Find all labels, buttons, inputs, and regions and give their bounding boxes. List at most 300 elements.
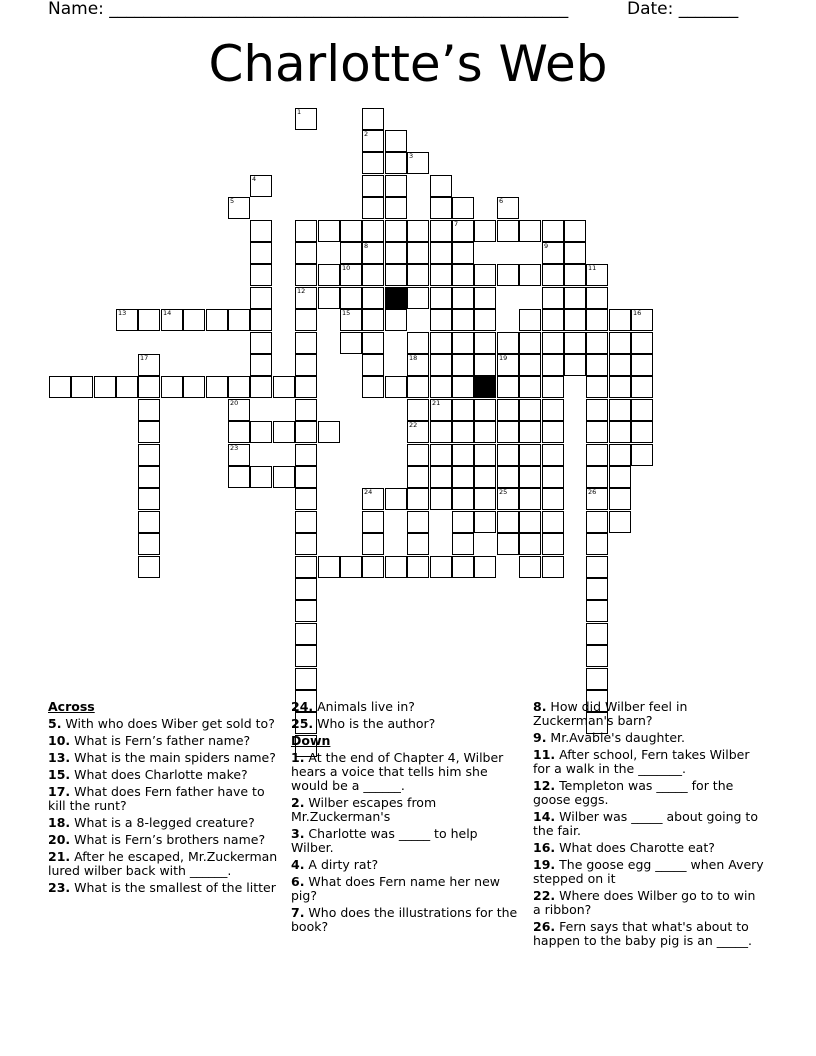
grid-cell[interactable] — [631, 332, 653, 354]
grid-cell[interactable] — [407, 220, 429, 242]
grid-cell[interactable] — [295, 354, 317, 376]
grid-cell[interactable] — [609, 466, 631, 488]
clue-item-number: 7. — [291, 905, 305, 920]
clue-number: 23 — [230, 444, 239, 452]
black-square — [474, 376, 496, 398]
grid-cell[interactable] — [430, 421, 452, 443]
grid-cell[interactable] — [564, 332, 586, 354]
grid-cell[interactable] — [519, 376, 541, 398]
grid-cell[interactable] — [452, 466, 474, 488]
grid-cell[interactable] — [138, 421, 160, 443]
grid-cell[interactable] — [228, 309, 250, 331]
grid-cell[interactable] — [228, 376, 250, 398]
grid-cell[interactable] — [407, 421, 429, 443]
grid-cell[interactable] — [474, 466, 496, 488]
grid-cell[interactable] — [519, 220, 541, 242]
grid-cell[interactable] — [250, 220, 272, 242]
grid-cell[interactable] — [474, 287, 496, 309]
grid-cell[interactable] — [407, 264, 429, 286]
grid-cell[interactable] — [385, 220, 407, 242]
grid-cell[interactable] — [519, 488, 541, 510]
grid-cell[interactable] — [116, 309, 138, 331]
grid-cell[interactable] — [631, 421, 653, 443]
grid-cell[interactable] — [430, 376, 452, 398]
grid-cell[interactable] — [430, 197, 452, 219]
grid-cell[interactable] — [273, 421, 295, 443]
grid-cell[interactable] — [407, 511, 429, 533]
grid-cell[interactable] — [542, 376, 564, 398]
grid-cell[interactable] — [474, 556, 496, 578]
grid-cell[interactable] — [452, 511, 474, 533]
grid-cell[interactable] — [318, 287, 340, 309]
clue-item-text: Templeton was _____ for the goose eggs. — [533, 778, 734, 807]
grid-cell[interactable] — [362, 511, 384, 533]
grid-cell[interactable] — [497, 421, 519, 443]
grid-cell[interactable] — [161, 376, 183, 398]
grid-cell[interactable] — [295, 264, 317, 286]
grid-cell[interactable] — [430, 488, 452, 510]
grid-cell[interactable] — [609, 376, 631, 398]
grid-cell[interactable] — [228, 466, 250, 488]
grid-cell[interactable] — [138, 533, 160, 555]
grid-cell[interactable] — [362, 309, 384, 331]
grid-cell[interactable] — [94, 376, 116, 398]
grid-cell[interactable] — [138, 466, 160, 488]
grid-cell[interactable] — [586, 511, 608, 533]
clue-number: 16 — [633, 309, 642, 317]
grid-cell[interactable] — [452, 242, 474, 264]
grid-cell[interactable] — [250, 376, 272, 398]
grid-cell[interactable] — [362, 488, 384, 510]
grid-cell[interactable] — [138, 511, 160, 533]
clue-item — [533, 731, 765, 745]
across-clue-list-continued — [291, 700, 523, 731]
grid-cell[interactable] — [138, 354, 160, 376]
clue-item-text: Who is the author? — [313, 716, 436, 731]
grid-cell[interactable] — [295, 556, 317, 578]
grid-cell[interactable] — [295, 444, 317, 466]
grid-cell[interactable] — [362, 354, 384, 376]
grid-cell[interactable] — [609, 488, 631, 510]
grid-cell[interactable] — [519, 354, 541, 376]
grid-cell[interactable] — [452, 332, 474, 354]
grid-cell[interactable] — [519, 421, 541, 443]
clue-number: 4 — [252, 175, 257, 183]
grid-cell[interactable] — [497, 399, 519, 421]
grid-cell[interactable] — [362, 242, 384, 264]
grid-cell[interactable] — [586, 533, 608, 555]
grid-cell[interactable] — [586, 444, 608, 466]
grid-cell[interactable] — [542, 220, 564, 242]
grid-cell[interactable] — [430, 332, 452, 354]
grid-cell[interactable] — [474, 444, 496, 466]
grid-cell[interactable] — [385, 197, 407, 219]
clue-number: 12 — [297, 287, 306, 295]
grid-cell[interactable] — [385, 130, 407, 152]
clue-item-text: Fern says that what's about to happen to the baby pig is an _____. — [533, 919, 753, 948]
grid-cell[interactable] — [407, 287, 429, 309]
grid-cell[interactable] — [385, 309, 407, 331]
grid-cell[interactable] — [452, 533, 474, 555]
grid-cell[interactable] — [295, 399, 317, 421]
grid-cell[interactable] — [362, 197, 384, 219]
grid-cell[interactable] — [542, 309, 564, 331]
grid-cell[interactable] — [407, 399, 429, 421]
clue-item-text: Wilber was _____ about going to the fair. — [533, 809, 758, 838]
grid-cell[interactable] — [452, 421, 474, 443]
grid-cell[interactable] — [295, 332, 317, 354]
grid-cell[interactable] — [407, 242, 429, 264]
grid-cell[interactable] — [586, 287, 608, 309]
grid-cell[interactable] — [116, 376, 138, 398]
grid-cell[interactable] — [609, 511, 631, 533]
grid-cell[interactable] — [452, 264, 474, 286]
grid-cell[interactable] — [542, 556, 564, 578]
grid-cell[interactable] — [542, 242, 564, 264]
grid-cell[interactable] — [497, 511, 519, 533]
grid-cell[interactable] — [497, 197, 519, 219]
clue-item — [48, 816, 280, 830]
down-clue-list-continued — [533, 700, 765, 948]
grid-cell[interactable] — [295, 309, 317, 331]
grid-cell[interactable] — [497, 354, 519, 376]
grid-cell[interactable] — [250, 309, 272, 331]
grid-cell[interactable] — [362, 175, 384, 197]
clue-number: 24 — [364, 488, 373, 496]
grid-cell[interactable] — [452, 399, 474, 421]
clue-item — [291, 827, 523, 855]
grid-cell[interactable] — [430, 242, 452, 264]
grid-cell[interactable] — [452, 488, 474, 510]
clue-item — [48, 850, 280, 878]
grid-cell[interactable] — [295, 220, 317, 242]
clues-column-3 — [533, 700, 765, 951]
grid-cell[interactable] — [138, 376, 160, 398]
grid-cell[interactable] — [452, 354, 474, 376]
grid-cell[interactable] — [295, 376, 317, 398]
grid-cell[interactable] — [340, 332, 362, 354]
clue-item-number: 16. — [533, 840, 556, 855]
grid-cell[interactable] — [542, 421, 564, 443]
page-title: Charlotte’s Web — [208, 35, 608, 93]
grid-cell[interactable] — [564, 287, 586, 309]
clue-number: 22 — [409, 421, 418, 429]
grid-cell[interactable] — [564, 264, 586, 286]
clue-number: 1 — [297, 108, 302, 116]
grid-cell[interactable] — [138, 399, 160, 421]
grid-cell[interactable] — [430, 466, 452, 488]
grid-cell[interactable] — [138, 488, 160, 510]
grid-cell[interactable] — [542, 354, 564, 376]
grid-cell[interactable] — [497, 264, 519, 286]
grid-cell[interactable] — [385, 488, 407, 510]
grid-cell[interactable] — [250, 354, 272, 376]
grid-cell[interactable] — [362, 556, 384, 578]
across-clue-list — [48, 717, 280, 895]
grid-cell[interactable] — [250, 332, 272, 354]
grid-cell[interactable] — [407, 488, 429, 510]
grid-cell[interactable] — [407, 376, 429, 398]
grid-cell[interactable] — [430, 220, 452, 242]
clue-item-number: 15. — [48, 767, 71, 782]
grid-cell[interactable] — [362, 220, 384, 242]
grid-cell[interactable] — [519, 332, 541, 354]
clue-item — [533, 779, 765, 807]
grid-cell[interactable] — [452, 376, 474, 398]
grid-cell[interactable] — [474, 399, 496, 421]
grid-cell[interactable] — [407, 466, 429, 488]
grid-cell[interactable] — [452, 287, 474, 309]
grid-cell[interactable] — [362, 287, 384, 309]
grid-cell[interactable] — [385, 264, 407, 286]
grid-cell[interactable] — [542, 287, 564, 309]
clue-item-text: What is the main spiders name? — [70, 750, 276, 765]
grid-cell[interactable] — [586, 556, 608, 578]
grid-cell[interactable] — [474, 421, 496, 443]
grid-cell[interactable] — [228, 421, 250, 443]
grid-cell[interactable] — [497, 220, 519, 242]
grid-cell[interactable] — [362, 130, 384, 152]
clue-item-number: 14. — [533, 809, 556, 824]
clue-item — [48, 751, 280, 765]
grid-cell[interactable] — [228, 197, 250, 219]
grid-cell[interactable] — [586, 578, 608, 600]
grid-cell[interactable] — [71, 376, 93, 398]
grid-cell[interactable] — [318, 264, 340, 286]
grid-cell[interactable] — [564, 242, 586, 264]
grid-cell[interactable] — [250, 264, 272, 286]
grid-cell[interactable] — [586, 645, 608, 667]
grid-cell[interactable] — [295, 488, 317, 510]
clue-number: 19 — [499, 354, 508, 362]
grid-cell[interactable] — [183, 309, 205, 331]
grid-cell[interactable] — [564, 309, 586, 331]
grid-cell[interactable] — [318, 556, 340, 578]
grid-cell[interactable] — [631, 399, 653, 421]
grid-cell[interactable] — [340, 287, 362, 309]
grid-cell[interactable] — [362, 108, 384, 130]
grid-cell[interactable] — [519, 466, 541, 488]
grid-cell[interactable] — [295, 623, 317, 645]
grid-cell[interactable] — [250, 287, 272, 309]
grid-cell[interactable] — [452, 197, 474, 219]
grid-cell[interactable] — [452, 309, 474, 331]
grid-cell[interactable] — [519, 511, 541, 533]
grid-cell[interactable] — [631, 444, 653, 466]
grid-cell[interactable] — [542, 444, 564, 466]
grid-cell[interactable] — [497, 488, 519, 510]
grid-cell[interactable] — [362, 264, 384, 286]
grid-cell[interactable] — [206, 309, 228, 331]
grid-cell[interactable] — [586, 309, 608, 331]
grid-cell[interactable] — [295, 466, 317, 488]
grid-cell[interactable] — [519, 533, 541, 555]
grid-cell[interactable] — [452, 444, 474, 466]
grid-cell[interactable] — [586, 332, 608, 354]
grid-cell[interactable] — [161, 309, 183, 331]
clue-item — [533, 889, 765, 917]
grid-cell[interactable] — [340, 242, 362, 264]
grid-cell[interactable] — [609, 444, 631, 466]
clue-number: 7 — [454, 220, 459, 228]
clue-item-text: What does Fern name her new pig? — [291, 874, 500, 903]
grid-cell[interactable] — [452, 220, 474, 242]
grid-cell[interactable] — [564, 220, 586, 242]
grid-cell[interactable] — [430, 399, 452, 421]
grid-cell[interactable] — [430, 556, 452, 578]
clue-item-text: At the end of Chapter 4, Wilber hears a voice that tells him she would be a ______. — [291, 750, 504, 793]
grid-cell[interactable] — [474, 332, 496, 354]
grid-cell[interactable] — [250, 242, 272, 264]
grid-cell[interactable] — [430, 175, 452, 197]
grid-cell[interactable] — [430, 309, 452, 331]
grid-cell[interactable] — [295, 600, 317, 622]
grid-cell[interactable] — [206, 376, 228, 398]
grid-cell[interactable] — [452, 556, 474, 578]
grid-cell[interactable] — [542, 511, 564, 533]
grid-cell[interactable] — [385, 376, 407, 398]
clue-item-number: 19. — [533, 857, 556, 872]
grid-cell[interactable] — [586, 488, 608, 510]
grid-cell[interactable] — [250, 466, 272, 488]
grid-cell[interactable] — [385, 175, 407, 197]
grid-cell[interactable] — [519, 264, 541, 286]
grid-cell[interactable] — [407, 152, 429, 174]
grid-cell[interactable] — [542, 399, 564, 421]
grid-cell[interactable] — [609, 309, 631, 331]
grid-cell[interactable] — [385, 152, 407, 174]
grid-cell[interactable] — [295, 668, 317, 690]
grid-cell[interactable] — [340, 309, 362, 331]
grid-cell[interactable] — [586, 399, 608, 421]
grid-cell[interactable] — [295, 511, 317, 533]
clue-item-number: 2. — [291, 795, 305, 810]
grid-cell[interactable] — [250, 421, 272, 443]
grid-cell[interactable] — [362, 376, 384, 398]
grid-cell[interactable] — [250, 175, 272, 197]
grid-cell[interactable] — [273, 466, 295, 488]
grid-cell[interactable] — [362, 533, 384, 555]
grid-cell[interactable] — [49, 376, 71, 398]
grid-cell[interactable] — [609, 332, 631, 354]
grid-cell[interactable] — [295, 242, 317, 264]
clue-item-number: 9. — [533, 730, 547, 745]
grid-cell[interactable] — [631, 376, 653, 398]
grid-cell[interactable] — [340, 556, 362, 578]
grid-cell[interactable] — [519, 399, 541, 421]
grid-cell[interactable] — [542, 533, 564, 555]
grid-cell[interactable] — [295, 287, 317, 309]
grid-cell[interactable] — [340, 264, 362, 286]
grid-cell[interactable] — [519, 444, 541, 466]
grid-cell[interactable] — [542, 488, 564, 510]
grid-cell[interactable] — [474, 309, 496, 331]
grid-cell[interactable] — [609, 399, 631, 421]
clue-item-text: What is Fern’s father name? — [70, 733, 251, 748]
grid-cell[interactable] — [497, 466, 519, 488]
grid-cell[interactable] — [295, 108, 317, 130]
grid-cell[interactable] — [497, 444, 519, 466]
grid-cell[interactable] — [497, 376, 519, 398]
grid-cell[interactable] — [497, 332, 519, 354]
date-field-label: Date: _______ — [627, 0, 739, 19]
clue-item-number: 17. — [48, 784, 71, 799]
grid-cell[interactable] — [407, 556, 429, 578]
clue-item — [48, 785, 280, 813]
grid-cell[interactable] — [318, 220, 340, 242]
grid-cell[interactable] — [318, 421, 340, 443]
clue-item-number: 20. — [48, 832, 71, 847]
grid-cell[interactable] — [407, 444, 429, 466]
grid-cell[interactable] — [586, 623, 608, 645]
grid-cell[interactable] — [586, 354, 608, 376]
grid-cell[interactable] — [295, 578, 317, 600]
clue-item-text: How did Wilber feel in Zuckerman's barn? — [533, 699, 688, 728]
grid-cell[interactable] — [564, 354, 586, 376]
grid-cell[interactable] — [474, 354, 496, 376]
grid-cell[interactable] — [430, 444, 452, 466]
grid-cell[interactable] — [586, 421, 608, 443]
grid-cell[interactable] — [407, 533, 429, 555]
grid-cell[interactable] — [362, 332, 384, 354]
grid-cell[interactable] — [385, 556, 407, 578]
grid-cell[interactable] — [609, 421, 631, 443]
grid-cell[interactable] — [497, 533, 519, 555]
grid-cell[interactable] — [609, 354, 631, 376]
grid-cell[interactable] — [295, 645, 317, 667]
grid-cell[interactable] — [295, 421, 317, 443]
grid-cell[interactable] — [586, 668, 608, 690]
grid-cell[interactable] — [430, 287, 452, 309]
grid-cell[interactable] — [430, 354, 452, 376]
grid-cell[interactable] — [430, 264, 452, 286]
grid-cell[interactable] — [138, 444, 160, 466]
grid-cell[interactable] — [586, 376, 608, 398]
grid-cell[interactable] — [519, 309, 541, 331]
grid-cell[interactable] — [295, 533, 317, 555]
grid-cell[interactable] — [273, 376, 295, 398]
grid-cell[interactable] — [542, 466, 564, 488]
grid-cell[interactable] — [183, 376, 205, 398]
grid-cell[interactable] — [542, 264, 564, 286]
grid-cell[interactable] — [474, 220, 496, 242]
clue-item-number: 12. — [533, 778, 556, 793]
grid-cell[interactable] — [407, 332, 429, 354]
clue-item-number: 4. — [291, 857, 305, 872]
grid-cell[interactable] — [407, 354, 429, 376]
grid-cell[interactable] — [340, 220, 362, 242]
grid-cell[interactable] — [519, 556, 541, 578]
grid-cell[interactable] — [586, 600, 608, 622]
grid-cell[interactable] — [631, 309, 653, 331]
clue-item-number: 3. — [291, 826, 305, 841]
grid-cell[interactable] — [474, 264, 496, 286]
grid-cell[interactable] — [228, 444, 250, 466]
grid-cell[interactable] — [228, 399, 250, 421]
grid-cell[interactable] — [362, 152, 384, 174]
clue-item — [48, 768, 280, 782]
grid-cell[interactable] — [542, 332, 564, 354]
grid-cell[interactable] — [586, 466, 608, 488]
grid-cell[interactable] — [138, 309, 160, 331]
grid-cell[interactable] — [385, 242, 407, 264]
grid-cell[interactable] — [631, 354, 653, 376]
grid-cell[interactable] — [586, 264, 608, 286]
clue-number: 26 — [588, 488, 597, 496]
grid-cell[interactable] — [474, 511, 496, 533]
grid-cell[interactable] — [138, 556, 160, 578]
grid-cell[interactable] — [474, 488, 496, 510]
